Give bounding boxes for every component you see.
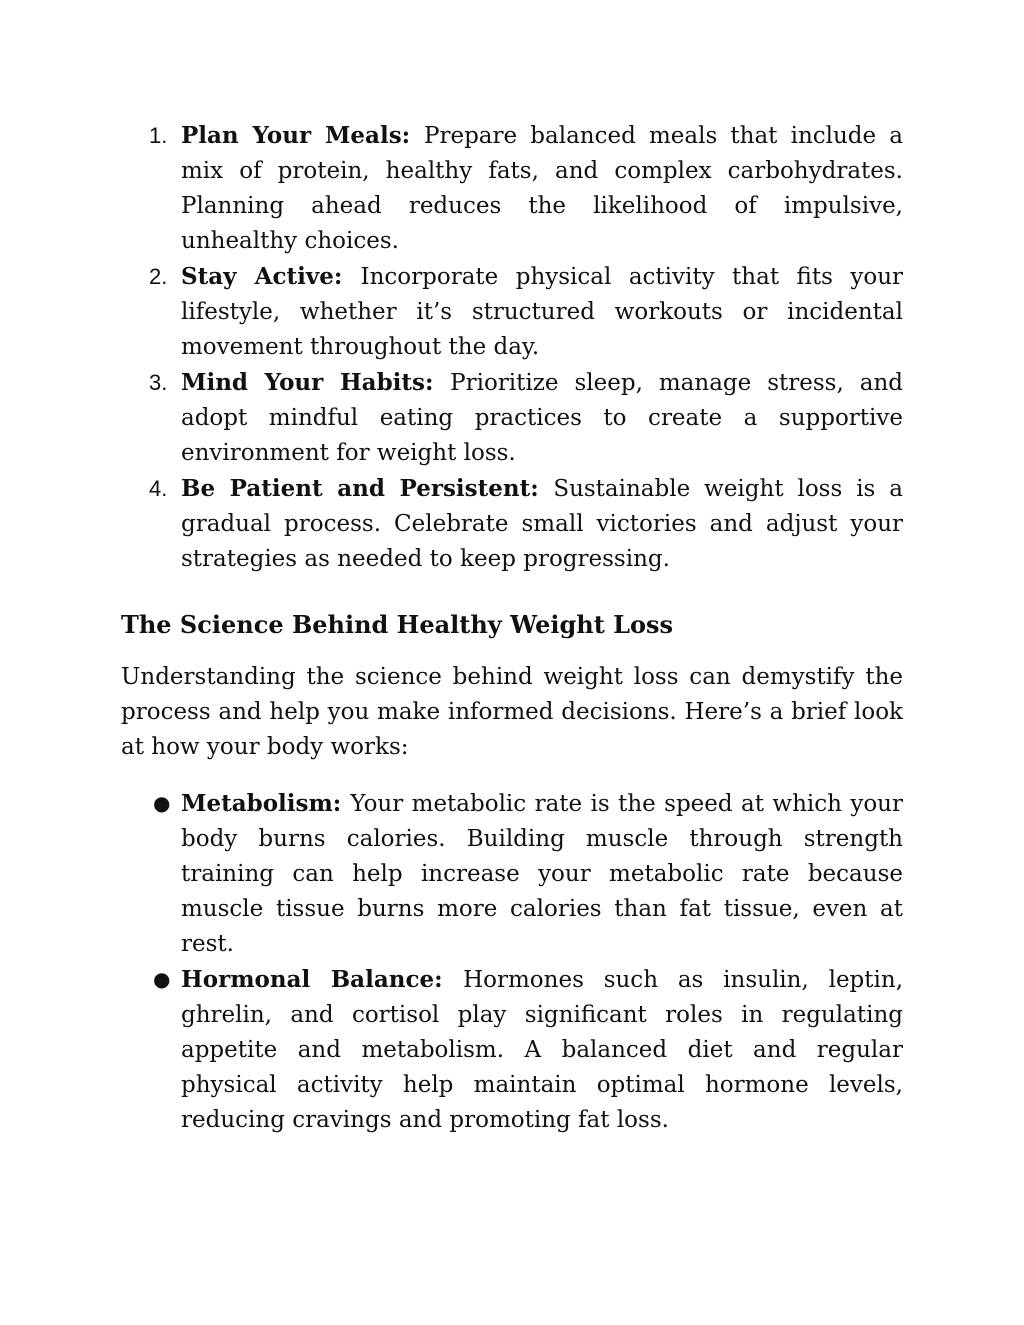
list-item-text: Hormones such as insulin, leptin, ghrelin, and cortisol play significant roles in regulating appetite and metabolism. A balanced diet and regular physical activity help maintain optimal hormone levels, reducing cravings and promoting fat loss. [181,967,904,1133]
list-number: 2. [149,264,168,289]
list-item [121,962,903,1138]
list-item [121,118,903,259]
bullet-icon: ● [153,791,171,815]
bullet-list [121,786,903,1138]
bullet-icon: ● [153,967,171,991]
list-number: 1. [149,123,168,148]
list-item-lead: Metabolism: [181,790,351,817]
section-heading: The Science Behind Healthy Weight Loss [121,610,674,639]
list-item-lead: Hormonal Balance: [181,966,464,993]
section-intro: Understanding the science behind weight loss can demystify the process and help you make informed decisions. Here’s a brief look at how your body works: [121,664,903,760]
list-item [121,259,903,365]
page-content [121,118,903,1138]
list-item-lead: Be Patient and Persistent: [181,475,554,502]
list-item-text: Sustainable weight loss is a gradual process. Celebrate small victories and adjust your strategies as needed to keep progressing. [181,476,903,572]
list-item [121,786,903,962]
list-item-lead: Stay Active: [181,263,361,290]
list-item-lead: Plan Your Meals: [181,122,424,149]
numbered-list [121,118,903,577]
list-number: 3. [149,370,168,395]
list-item-text: Prepare balanced meals that include a mix of protein, healthy fats, and complex carbohydrates. Planning ahead reduces the likelihood of impulsive, unhealthy choices. [181,123,904,254]
list-item [121,365,903,471]
list-item-text: Your metabolic rate is the speed at which your body burns calories. Building muscle through strength training can help increase your metabolic rate because muscle tissue burns more calories than fat tissue, even at rest. [181,791,903,957]
list-item-text: Prioritize sleep, manage stress, and adopt mindful eating practices to create a supportive environment for weight loss. [181,370,904,466]
list-item [121,471,903,577]
list-item-text: Incorporate physical activity that fits your lifestyle, whether it’s structured workouts or incidental movement throughout the day. [181,264,904,360]
list-item-lead: Mind Your Habits: [181,369,451,396]
list-number: 4. [149,476,168,501]
